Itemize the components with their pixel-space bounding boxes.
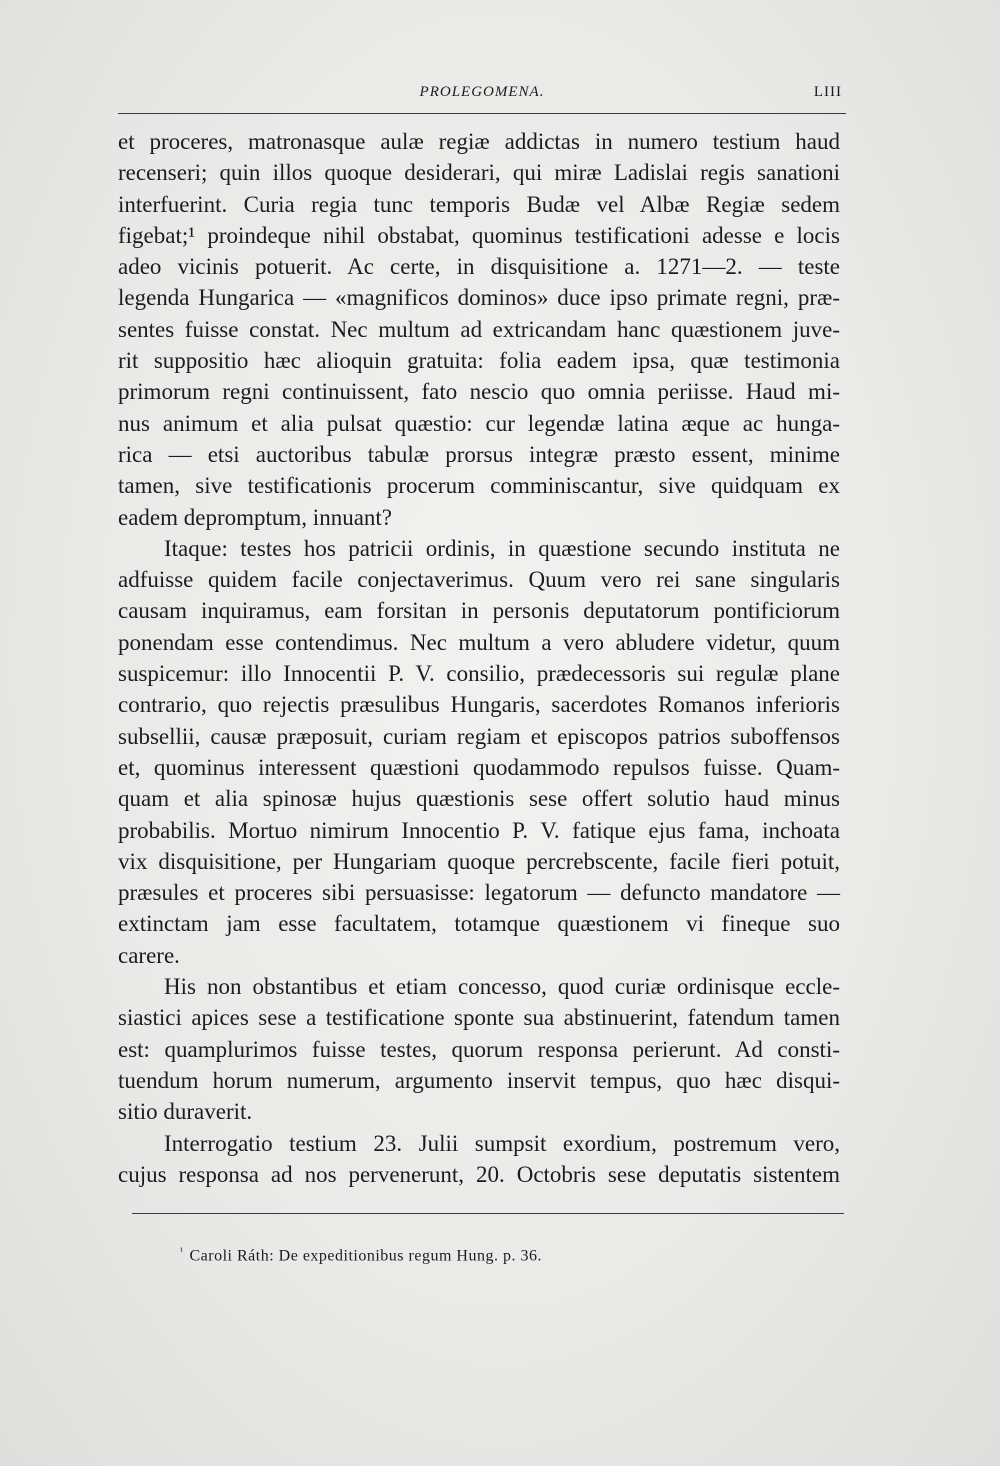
text-line: adfuisse quidem facile conjectaverimus. Quum vero rei sane singularis (118, 567, 840, 593)
page-header (118, 84, 846, 112)
text-line: cujus responsa ad nos pervenerunt, 20. Octobris sese deputatis sistentem (118, 1161, 840, 1187)
text-line: vix disquisitione, per Hungariam quoque percrebscente, facile fieri potuit, (118, 848, 840, 874)
text-line: primorum regni continuissent, fato nescio quo omnia periisse. Haud mi- (118, 379, 840, 405)
text-line: figebat;¹ proindeque nihil obstabat, quominus testificationi adesse e locis (118, 222, 840, 248)
text-line: Itaque: testes hos patricii ordinis, in quæstione secundo instituta ne (164, 535, 840, 561)
text-line: extinctam jam esse facultatem, totamque quæstionem vi fineque suo (118, 911, 840, 937)
text-line: subsellii, causæ præposuit, curiam regiam et episcopos patrios suboffensos (118, 723, 840, 749)
text-line: tuendum horum numerum, argumento inservit tempus, quo hæc disqui- (118, 1067, 840, 1093)
text-line: adeo vicinis potuerit. Ac certe, in disquisitione a. 1271—2. — teste (118, 254, 840, 280)
text-line: causam inquiramus, eam forsitan in personis deputatorum pontificiorum (118, 598, 840, 624)
text-line: recenseri; quin illos quoque desiderari, qui miræ Ladislai regis sanationi (118, 160, 840, 186)
text-line: præsules et proceres sibi persuasisse: legatorum — defuncto mandatore — (118, 880, 840, 906)
text-line: sentes fuisse constat. Nec multum ad extricandam hanc quæstionem juve- (118, 316, 840, 342)
footnote-rule (132, 1213, 844, 1214)
text-line: eadem depromptum, innuant? (118, 504, 393, 530)
text-line: ponendam esse contendimus. Nec multum a vero abludere videtur, quum (118, 629, 840, 655)
text-line: siastici apices sese a testificatione sponte sua abstinuerint, fatendum tamen (118, 1005, 840, 1031)
text-line: est: quamplurimos fuisse testes, quorum responsa perierunt. Ad consti- (118, 1036, 840, 1062)
running-title: PROLEGOMENA. (419, 84, 545, 100)
text-line: rit suppositio hæc alioquin gratuita: folia eadem ipsa, quæ testimonia (118, 348, 840, 374)
text-line: quam et alia spinosæ hujus quæstionis sese offert solutio haud minus (118, 786, 840, 812)
footnote-marker: ¹ (180, 1246, 184, 1257)
text-line: rica — etsi auctoribus tabulæ prorsus integræ præsto essent, minime (118, 441, 840, 467)
text-line: carere. (118, 942, 180, 968)
header-rule (118, 113, 846, 114)
text-line: tamen, sive testificationis procerum comminiscantur, sive quidquam ex (118, 473, 840, 499)
body-text (118, 126, 840, 1190)
page-number: LIII (813, 84, 842, 100)
footnote-text: Caroli Ráth: De expeditionibus regum Hung. p. 36. (189, 1247, 542, 1265)
text-line: probabilis. Mortuo nimirum Innocentio P. V. fatique ejus fama, inchoata (118, 817, 840, 843)
text-line: suspicemur: illo Innocentii P. V. consilio, prædecessoris sui regulæ plane (118, 661, 840, 687)
text-line: interfuerint. Curia regia tunc temporis Budæ vel Albæ Regiæ sedem (118, 191, 840, 217)
text-line: Interrogatio testium 23. Julii sumpsit exordium, postremum vero, (164, 1130, 840, 1156)
text-line: nus animum et alia pulsat quæstio: cur legendæ latina æque ac hunga- (118, 410, 840, 436)
text-line: sitio duraverit. (118, 1099, 253, 1125)
text-line: et proceres, matronasque aulæ regiæ addictas in numero testium haud (118, 129, 840, 154)
footnote (180, 1246, 542, 1265)
text-line: His non obstantibus et etiam concesso, quod curiæ ordinisque eccle- (164, 974, 840, 1000)
text-line: contrario, quo rejectis præsulibus Hungaris, sacerdotes Romanos inferioris (118, 692, 840, 718)
text-line: legenda Hungarica — «magnificos dominos» duce ipso primate regni, præ- (118, 285, 840, 311)
text-line: et, quominus interessent quæstioni quodammodo repulsos fuisse. Quam- (118, 754, 840, 780)
